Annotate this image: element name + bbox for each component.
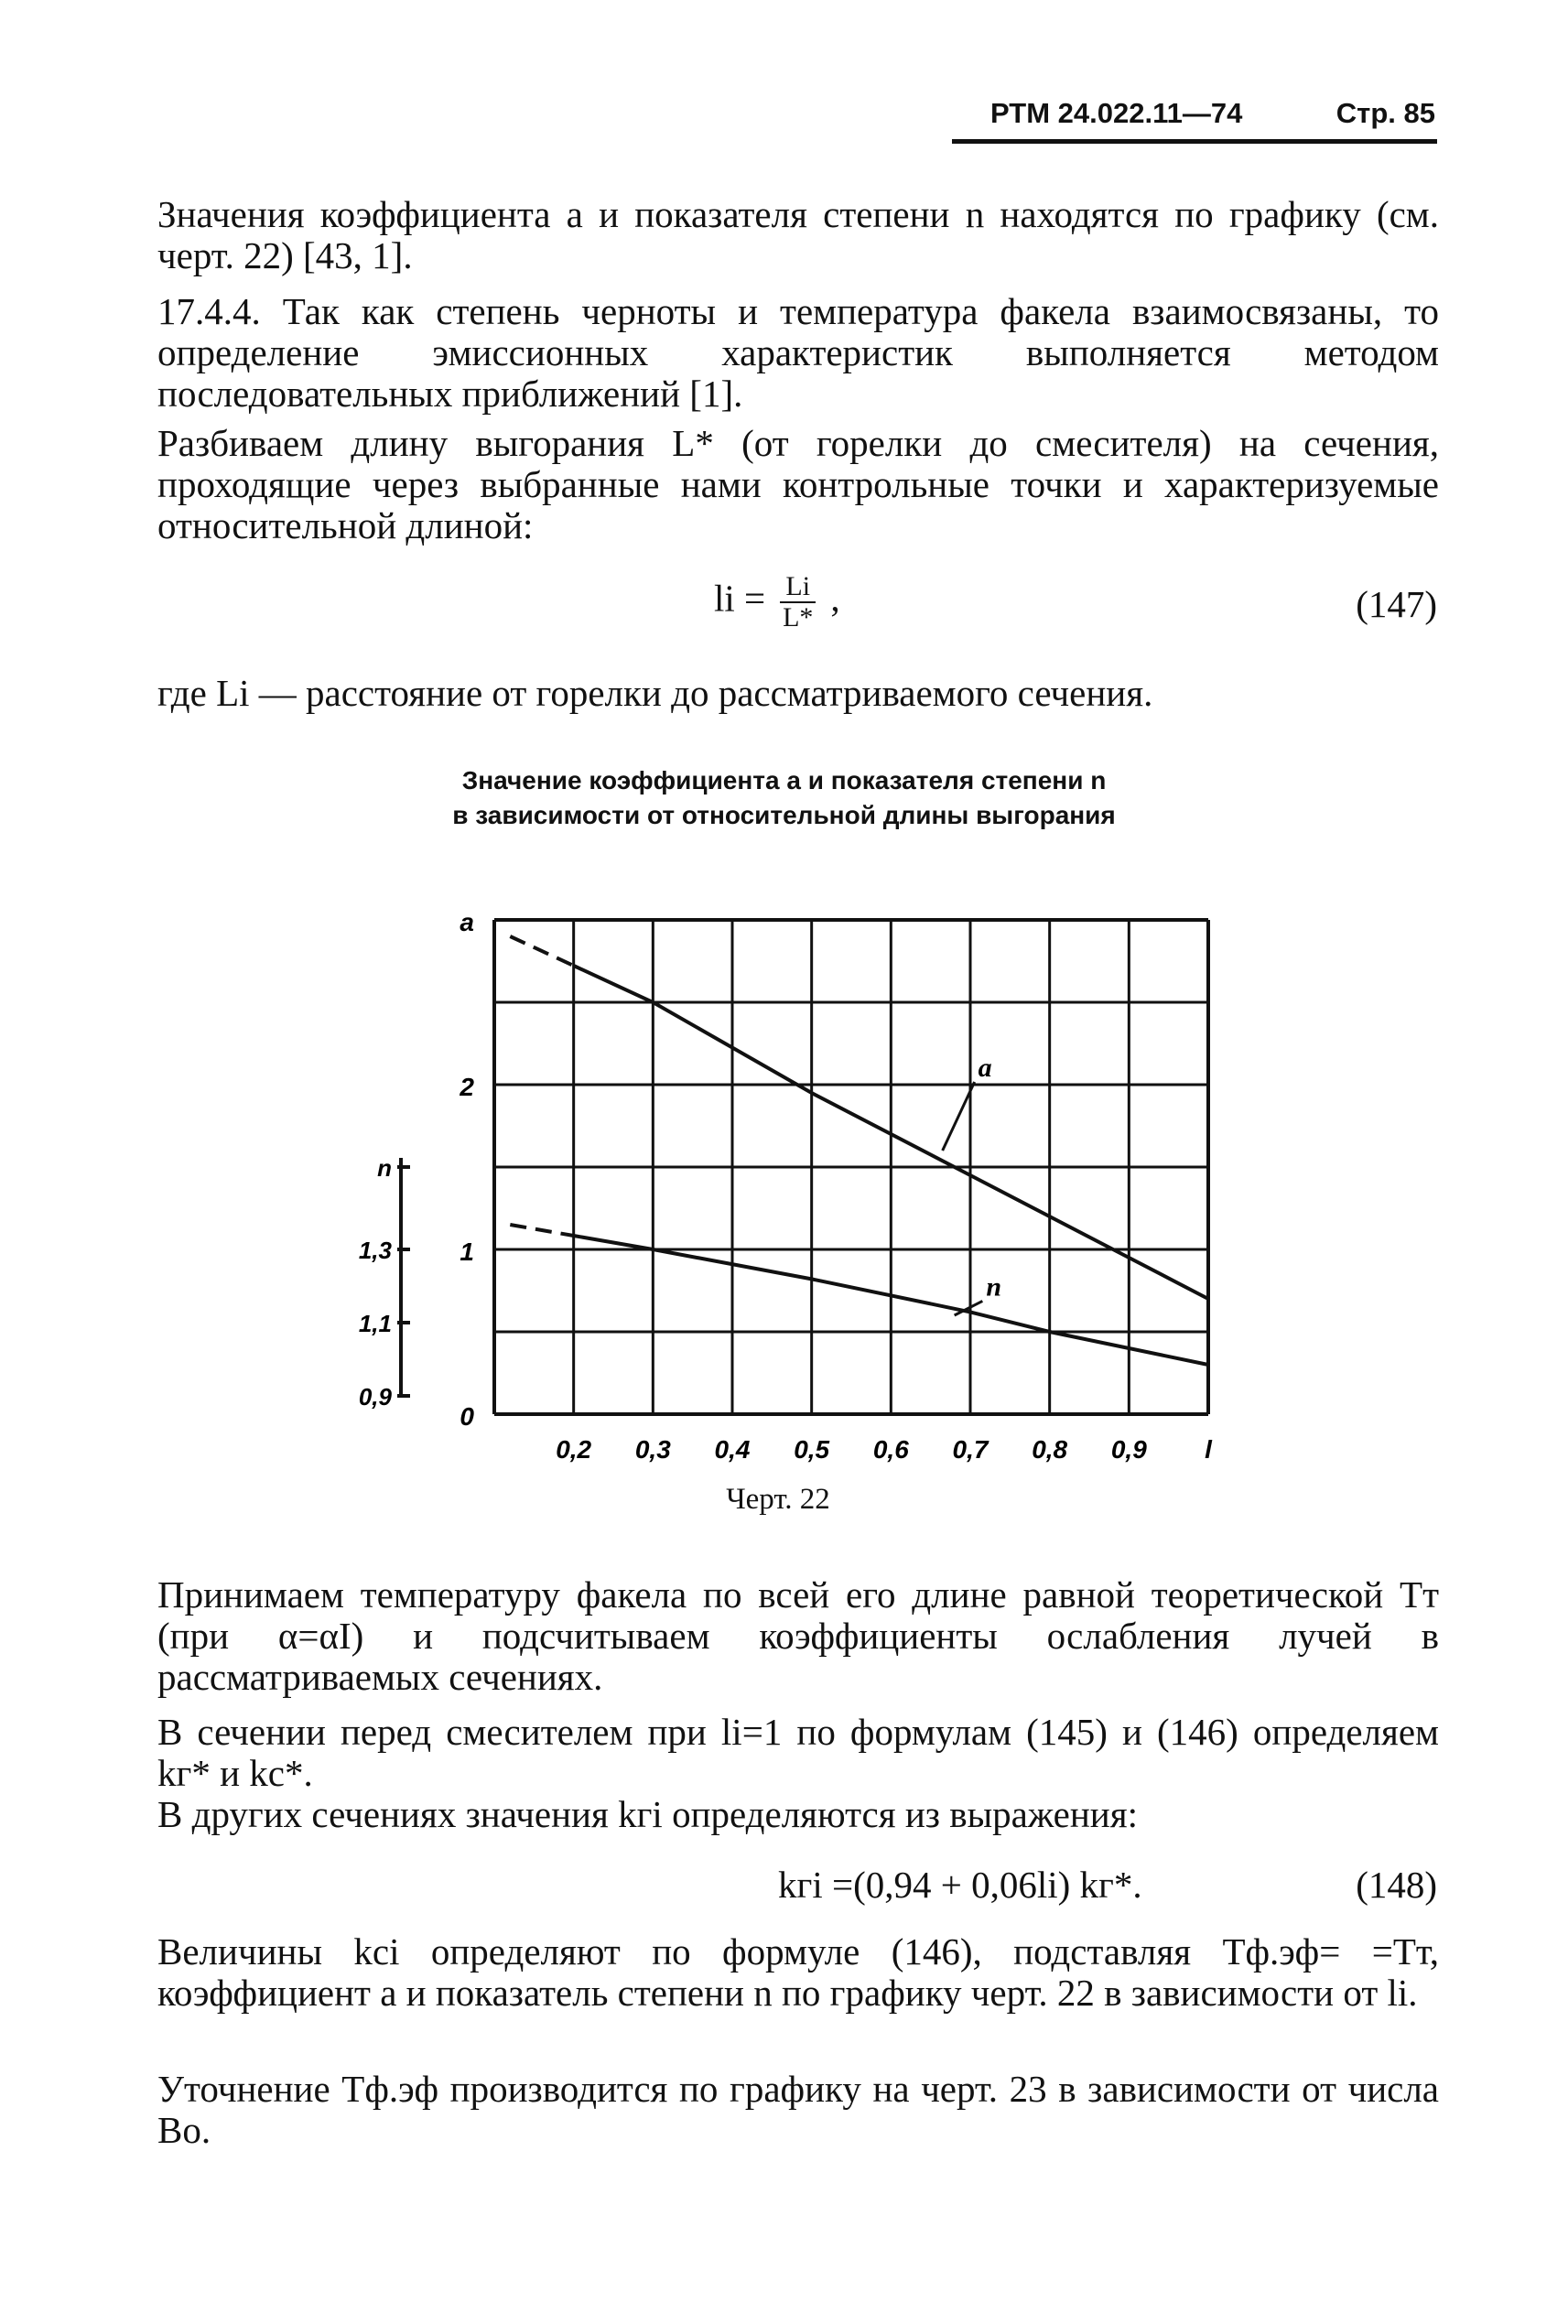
x-tick-label: 0,7	[952, 1435, 989, 1464]
document-code: РТМ 24.022.11—74	[990, 97, 1243, 129]
annotation-label: a	[978, 1053, 992, 1083]
paragraph-8: Величины kсi определяют по формуле (146), подставляя Tф.эф= =Tт, коэффициент a и показатель степени n по графику черт. 22 в зависимости от li.	[157, 1930, 1439, 2014]
y-left-tick-label: a	[460, 908, 474, 936]
x-tick-label: 0,4	[714, 1435, 751, 1464]
n-scale-tick-label: 0,9	[358, 1383, 392, 1411]
chart-a-n-vs-length	[348, 902, 1227, 1469]
series-a-dashed	[510, 936, 573, 966]
paragraph-5: Принимаем температуру факела по всей его длине равной теоретической Tт (при α=αI) и подсчитываем коэффициенты ослабления лучей в рассматриваемых сечениях.	[157, 1573, 1439, 1698]
n-scale-tick-label: 1,1	[358, 1310, 392, 1337]
page-number: Стр. 85	[1336, 97, 1435, 129]
equation-148: kгi =(0,94 + 0,06li) kг*.	[778, 1864, 1142, 1906]
figure-caption: Черт. 22	[726, 1483, 830, 1516]
y-left-tick-label: 2	[460, 1073, 474, 1101]
n-scale-tick-label: 1,3	[358, 1237, 392, 1264]
eq147-denominator: L*	[783, 602, 814, 632]
equation-147-number: (147)	[1356, 583, 1437, 625]
x-tick-label: 0,8	[1032, 1435, 1068, 1464]
figure-title-line-1: Значение коэффициента a и показателя степени n	[461, 766, 1107, 794]
paragraph-4: где Li — расстояние от горелки до рассматриваемого сечения.	[157, 672, 1153, 714]
series-n-dashed	[510, 1225, 573, 1236]
figure-title-line-2: в зависимости от относительной длины выгорания	[452, 801, 1116, 829]
x-tick-label: l	[1205, 1435, 1212, 1464]
y-left-tick-label: 1	[460, 1238, 474, 1266]
x-tick-label: 0,6	[872, 1435, 909, 1464]
equation-147	[714, 572, 840, 632]
n-scale-tick-label: n	[377, 1154, 392, 1182]
page-header	[952, 92, 1437, 144]
annotation-label: n	[986, 1271, 1002, 1303]
eq147-numerator: Li	[780, 572, 816, 603]
x-tick-label: 0,9	[1110, 1435, 1147, 1464]
x-tick-label: 0,3	[634, 1435, 671, 1464]
paragraph-3: Разбиваем длину выгорания L* (от горелки до смесителя) на сечения, проходящие через выбранные нами контрольные точки и характеризуемые относительной длиной:	[157, 422, 1439, 546]
x-tick-label: 0,2	[556, 1435, 592, 1464]
eq147-tail: ,	[830, 577, 840, 620]
equation-148-number: (148)	[1356, 1864, 1437, 1906]
paragraph-2: 17.4.4. Так как степень черноты и температура факела взаимосвязаны, то определение эмиссионных характеристик выполняется методом последовательных приближений [1].	[157, 290, 1439, 415]
eq147-lhs: li =	[714, 577, 766, 620]
paragraph-6: В сечении перед смесителем при li=1 по формулам (145) и (146) определяем kг* и kс*.	[157, 1711, 1439, 1794]
paragraph-9: Уточнение Tф.эф производится по графику на черт. 23 в зависимости от числа Bo.	[157, 2068, 1439, 2151]
paragraph-7: В других сечениях значения kгi определяются из выражения:	[157, 1793, 1138, 1835]
eq147-fraction	[780, 572, 816, 632]
y-left-tick-label: 0	[460, 1402, 474, 1431]
paragraph-1: Значения коэффициента a и показателя степени n находятся по графику (см. черт. 22) [43, 1].	[157, 193, 1439, 276]
x-tick-label: 0,5	[794, 1435, 830, 1464]
